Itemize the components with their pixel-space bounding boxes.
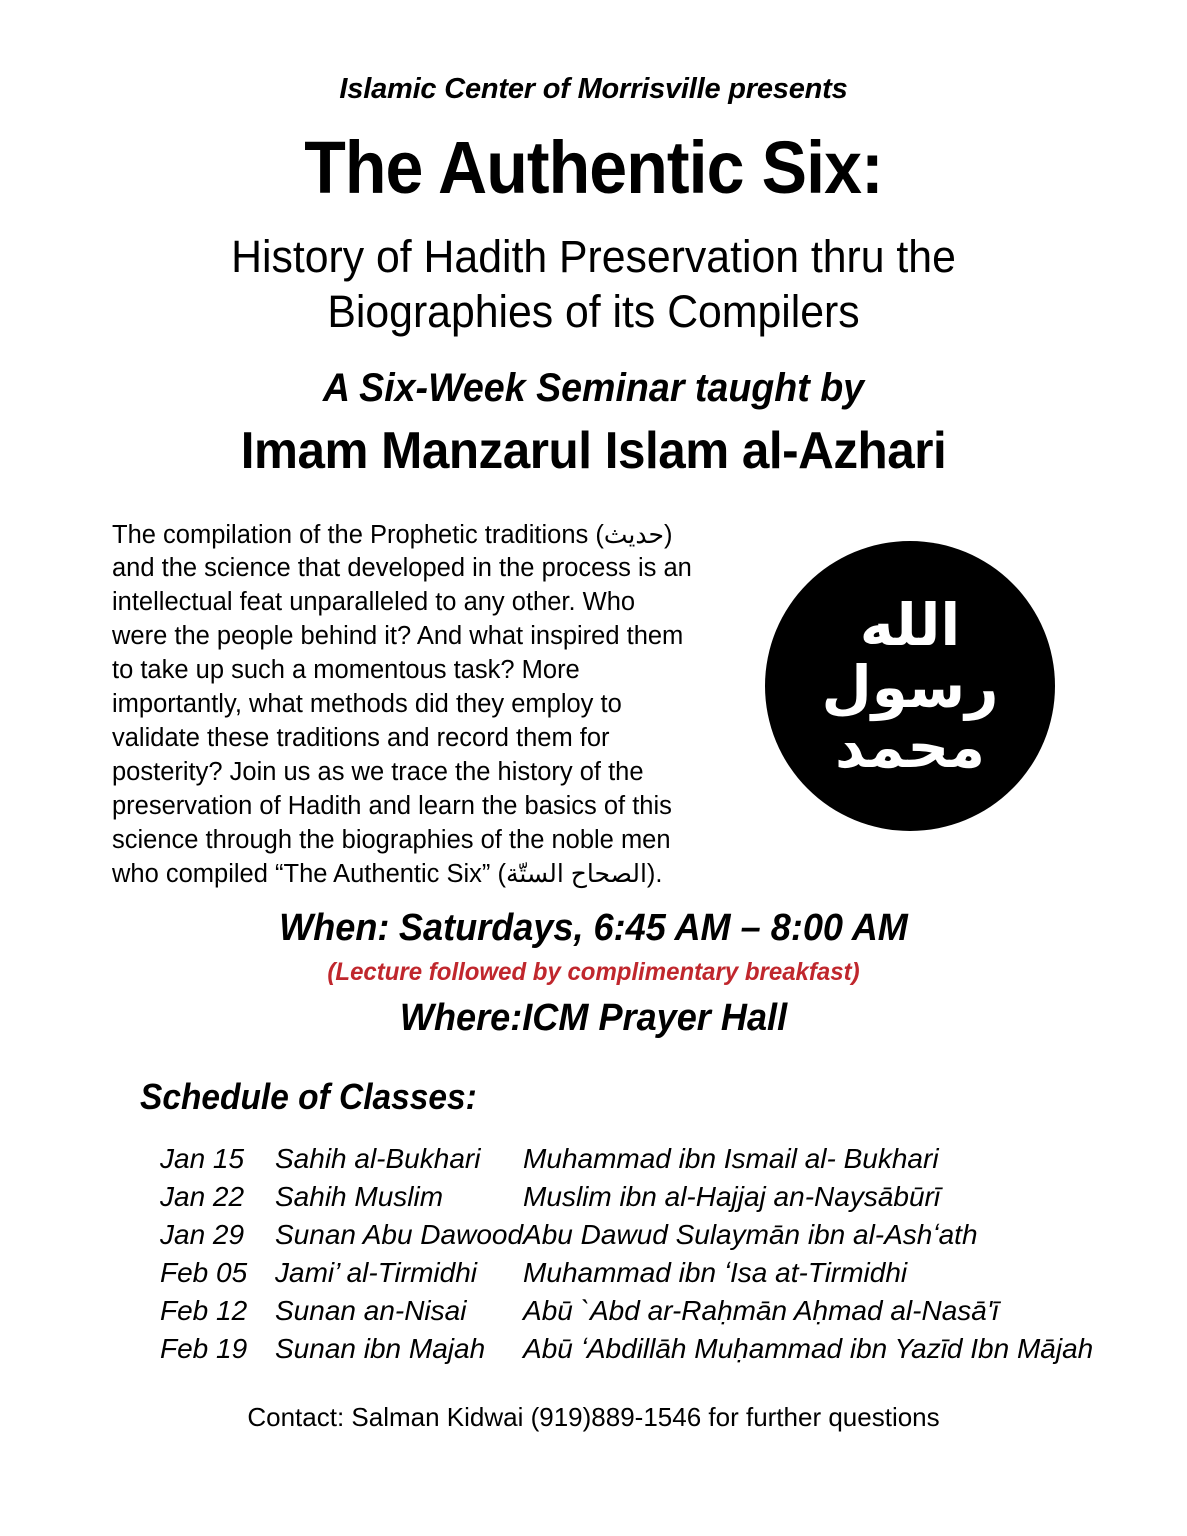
page-title: The Authentic Six: (304, 125, 883, 209)
schedule-heading: Schedule of Classes: (140, 1075, 477, 1117)
event-details-section (0, 907, 1187, 1040)
schedule-book-title: Sahih al-Bukhari (275, 1142, 481, 1174)
page-subtitle-line-1: History of Hadith Preservation thru the (231, 230, 956, 282)
schedule-author: Muhammad ibn Ismail al- Bukhari (523, 1142, 939, 1174)
table-row (160, 1254, 1093, 1292)
schedule-author: Abū ʻAbdillāh Muḥammad ibn Yazīd Ibn Mājah (523, 1332, 1094, 1364)
muhammad-rasul-allah-seal-icon (765, 541, 1055, 831)
when-row (30, 907, 1158, 950)
description-part-1: The compilation of the Prophetic traditions ( (112, 520, 604, 549)
schedule-author: Abu Dawud Sulaymān ibn al-Ashʻath (523, 1218, 978, 1250)
page-subtitle (30, 230, 1158, 340)
schedule-table-body (160, 1140, 1093, 1368)
schedule-author: Muslim ibn al-Hajjaj an-Naysābūrī (523, 1180, 941, 1212)
table-row (160, 1330, 1093, 1368)
schedule-date: Jan 22 (160, 1180, 245, 1212)
schedule-date: Jan 29 (160, 1218, 245, 1250)
table-row (160, 1292, 1093, 1330)
description-paragraph (112, 519, 697, 892)
table-row (160, 1178, 1093, 1216)
breakfast-note: (Lecture followed by complimentary breakfast) (327, 957, 860, 986)
where-value: ICM Prayer Hall (522, 996, 788, 1039)
schedule-author: Abū `Abd ar-Raḥmān Aḥmad al-Nasā'ī (523, 1294, 999, 1326)
where-row (30, 997, 1158, 1040)
schedule-date: Feb 19 (160, 1332, 248, 1364)
description-part-3: ). (646, 859, 663, 888)
schedule-author: Muhammad ibn ʻIsa at-Tirmidhi (523, 1256, 908, 1288)
seminar-taught-by-line: A Six-Week Seminar taught by (322, 365, 865, 410)
instructor-name: Imam Manzarul Islam al-Azhari (240, 421, 947, 480)
schedule-book-title: Sunan an-Nisai (275, 1294, 467, 1326)
when-label: When: (279, 906, 390, 949)
seal-line-muhammad: محمد (834, 712, 986, 781)
contact-line: Contact: Salman Kidwai (919)889-1546 for further questions (247, 1401, 940, 1432)
schedule-book-title: Jami’ al-Tirmidhi (275, 1256, 478, 1288)
where-label: Where: (399, 996, 523, 1039)
schedule-book-title: Sahih Muslim (275, 1180, 444, 1212)
seal-line-allah: الله (859, 590, 961, 659)
table-row (160, 1140, 1093, 1178)
arabic-term-hadith: حديث (603, 520, 664, 549)
schedule-table (160, 1140, 1093, 1368)
seal-line-rasul: رسول (821, 652, 999, 721)
page-subtitle-line-2: Biographies of its Compilers (327, 285, 860, 337)
arabic-term-as-sihah-as-sittah: الصحاح الستّة (506, 859, 647, 888)
schedule-date: Jan 15 (160, 1142, 245, 1174)
organization-presents-line: Islamic Center of Morrisville presents (339, 73, 848, 105)
flyer-header (0, 0, 1187, 481)
table-row (160, 1216, 1093, 1254)
description-part-2: ) and the science that developed in the process is an intellectual feat unparalleled to any other. Who were the people behind it? And what inspired them to take up such a momentous task? More importantly, what methods did they employ to validate these traditions and record them for posterity? Join us as we trace the history of the preservation of Hadith and learn the basics of this science through the biographies of the noble men who compiled “The Authentic Six” ( (112, 520, 692, 888)
schedule-date: Feb 12 (160, 1294, 248, 1326)
schedule-book-title: Sunan Abu Dawood (275, 1218, 524, 1250)
schedule-book-title: Sunan ibn Majah (275, 1332, 486, 1364)
when-value: Saturdays, 6:45 AM – 8:00 AM (398, 906, 908, 949)
description-and-logo-section (0, 519, 1187, 899)
schedule-date: Feb 05 (160, 1256, 248, 1288)
